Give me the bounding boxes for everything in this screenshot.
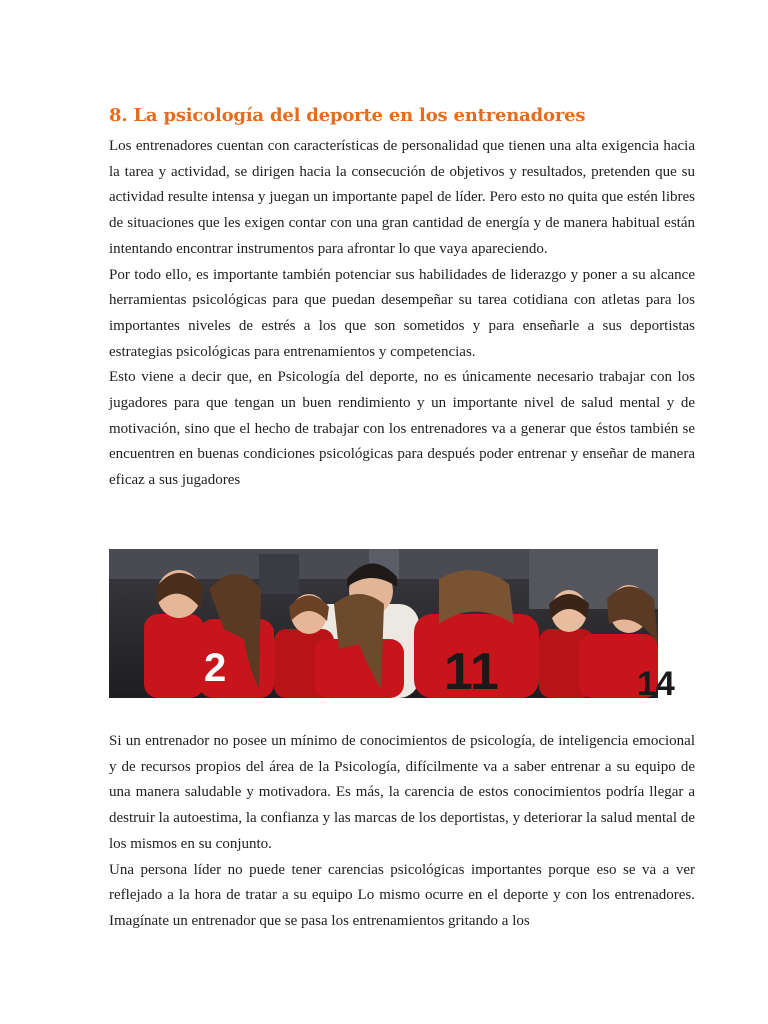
paragraph-5: Una persona líder no puede tener carencias psicológicas importantes porque eso se va a ver reflejado a la hora de tratar a su equipo Lo mismo ocurre en el deporte y con los entrenadores. Imagínate un entrenador que se pasa los entrenamientos gritando a los [109, 861, 695, 929]
paragraph-3: Esto viene a decir que, en Psicología del deporte, no es únicamente necesario trabajar con los jugadores para que tengan un buen rendimiento y un importante nivel de salud mental y de motivación, sino que el hecho de trabajar con los entrenadores va a generar que éstos también se encuentren en buenas condiciones psicológicas para después poder entrenar y enseñar de manera eficaz a sus jugadores [109, 369, 695, 489]
document-page-top [109, 104, 695, 494]
document-page-bottom [109, 729, 695, 935]
section-heading: 8. La psicología del deporte en los entrenadores [109, 105, 586, 126]
paragraph-4: Si un entrenador no posee un mínimo de conocimientos de psicología, de inteligencia emocional y de recursos propios del área de la Psicología, difícilmente va a saber entrenar a su equipo de una manera saludable y motivadora. Es más, la carencia de estos conocimientos podría llegar a destruir la autoestima, la confianza y las marcas de los deportistas, y deteriorar la salud mental de los mismos en su conjunto. [109, 733, 695, 852]
paragraph-1: Los entrenadores cuentan con características de personalidad que tienen una alta exigencia hacia la tarea y actividad, se dirigen hacia la consecución de objetivos y resultados, pretenden que su actividad resulte intensa y juegan un importante papel de líder. Pero esto no quita que estén libres de situaciones que les exigen contar con una gran cantidad de energía y de manera habitual están intentando encontrar instrumentos para afrontar lo que vaya apareciendo. [109, 138, 695, 257]
jersey-number-11: 11 [444, 643, 499, 701]
paragraph-2: Por todo ello, es importante también potenciar sus habilidades de liderazgo y poner a su alcance herramientas psicológicas para que puedan desempeñar su tarea cotidiana con atletas para los importantes niveles de estrés a los que son sometidos y para enseñarle a sus deportistas estrategias psicológicas para entrenamientos y competencias. [109, 266, 695, 360]
jersey-number-2: 2 [204, 646, 227, 690]
jersey-number-14: 14 [637, 665, 675, 703]
team-huddle-photo [109, 549, 675, 703]
